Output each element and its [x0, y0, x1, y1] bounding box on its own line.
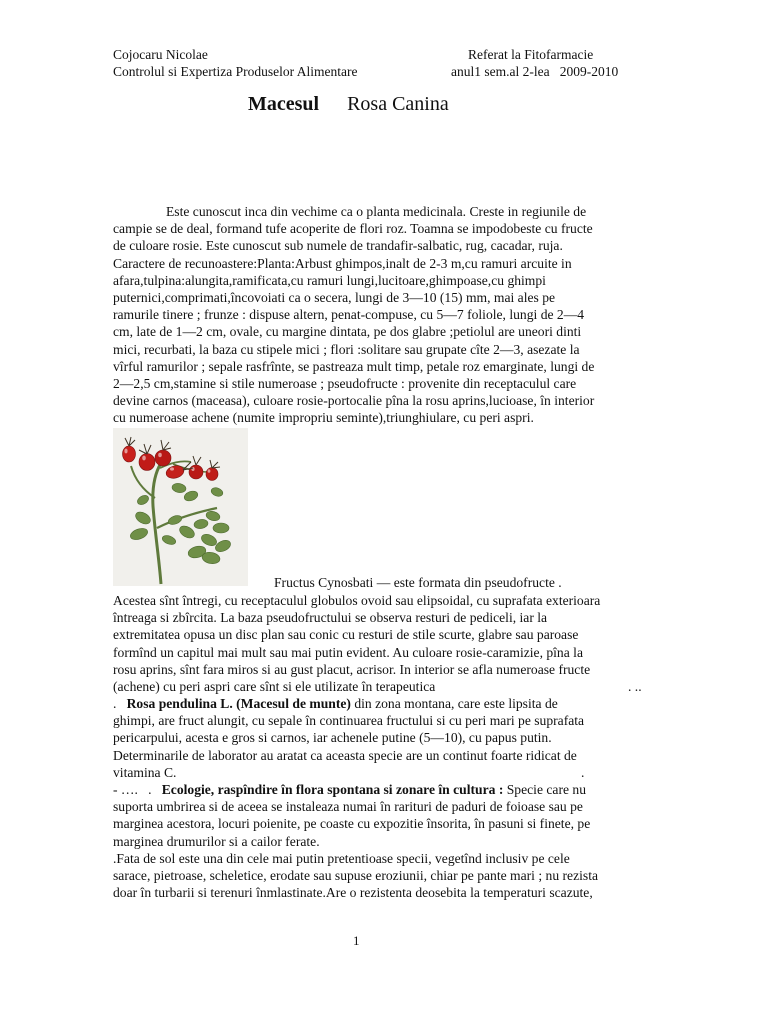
header-semester: anul1 sem.al 2-lea 2009-2010: [451, 64, 619, 79]
header-doc-type: Referat la Fitofarmacie: [468, 47, 594, 62]
trailing-dots: . ..: [628, 679, 642, 695]
text-line: rosu aprins, sînt fara miros si au gust placut, acrisor. In interior se afla numeroase fructe: [113, 661, 591, 677]
text-line: ramurile tinere ; frunze : dispuse altern, penat-compuse, cu 5—7 foliole, lungi de 2—4: [113, 307, 585, 323]
text-line: marginea drumurilor si a cailor ferate.: [113, 833, 320, 849]
text-line: de culoare rosie. Este cunoscut sub numele de trandafir-salbatic, rug, cacadar, ruja.: [113, 238, 563, 254]
page-number: 1: [353, 933, 360, 948]
text-line: [113, 678, 653, 695]
pendulina-paragraph: [113, 695, 653, 781]
text-line: sarace, pietroase, scheletice, erodate sau supuse eroziunii, chiar pe pante mari ; nu rezista: [113, 868, 599, 884]
fructus-paragraph: [113, 592, 653, 695]
text-line: doar în turbarii si terenuri înmlastinate.Are o rezistenta deosebita la temperaturi scazute,: [113, 885, 593, 901]
header-author: Cojocaru Nicolae: [113, 47, 208, 62]
rosehip-plant-image: [113, 428, 248, 586]
text-line: formînd un capitul mai mult sau mai putin evident. Au culoare rosie-caramizie, pîna la: [113, 644, 583, 660]
text-line: Este cunoscut inca din vechime ca o planta medicinala. Creste in regiunile de: [166, 204, 587, 219]
text-line: [113, 695, 653, 712]
text-line: Acestea sînt întregi, cu receptaculul globulos ovoid sau elipsoidal, cu suprafata exterioara: [113, 593, 601, 608]
text-line: extremitatea opusa un disc plan sau conic cu resturi de stile scurte, glabre sau paroase: [113, 627, 579, 643]
text-line-content: (achene) cu peri aspri care sînt si ele utilizate în terapeutica: [113, 679, 436, 695]
text-line-content: Specie care nu: [503, 782, 586, 797]
text-line: cm, late de 1—2 cm, ovale, cu margine dintata, pe dos glabre ;petiolul are uneori dinti: [113, 324, 582, 340]
ecology-paragraph: [113, 781, 653, 901]
text-line: ghimpi, are fruct alungit, cu sepale în continuarea fructului si cu peri mari pe suprafata: [113, 713, 585, 729]
trailing-dot: .: [581, 764, 585, 780]
text-line: afara,tulpina:alungita,ramificata,cu ramuri lungi,lucitoare,ghimpoase,cu ghimpi: [113, 272, 546, 288]
text-line: 2—2,5 cm,stamine si stile numeroase ; pseudofructe : provenite din receptaculul care: [113, 376, 577, 392]
text-line: suporta umbrirea si de aceea se instaleaza numai în rarituri de paduri de foioase sau pe: [113, 799, 583, 815]
image-caption: Fructus Cynosbati — este formata din pseudofructe .: [274, 575, 562, 590]
text-line: [113, 764, 653, 781]
text-line: cu numeroase achene (numite impropriu seminte),triunghiulare, cu peri aspri.: [113, 410, 534, 426]
title-common-name: Macesul: [248, 93, 320, 115]
text-line: pericarpului, acesta e gros si carnos, iar achenele putine (5—10), cu papus putin.: [113, 730, 552, 746]
text-line: campie se de deal, formand tufe acoperite de flori roz. Toamna se impodobeste cu fructe: [113, 221, 593, 237]
text-line: puternici,comprimati,încovoiati ca o secera, lungi de 3—10 (15) mm, mai ales pe: [113, 290, 556, 306]
text-line: vîrful ramurilor ; sepale rasfrînte, se pastreaza mult timp, petale roz emarginate, lungi de: [113, 358, 595, 374]
leading-dots: - …. .: [113, 782, 152, 797]
text-line: [113, 781, 653, 798]
page-title: [248, 93, 449, 116]
text-line: devine carnos (maceasa), culoare rosie-portocalie pîna la rosu aprins,lucioase, în interior: [113, 393, 595, 409]
section-heading: Ecologie, raspîndire în flora spontana si zonare în cultura :: [161, 782, 504, 797]
text-line: întreaga si zbîrcita. La baza pseudofructului se observa resturi de pediceli, iar la: [113, 610, 548, 626]
leading-dot: .: [113, 696, 117, 711]
text-line: marginea acestora, locuri poienite, pe coaste cu expozitie însorita, în pasuni si finete, pe: [113, 816, 591, 832]
text-line-content: din zona montana, care este lipsita de: [350, 696, 558, 711]
text-line-content: vitamina C.: [113, 764, 177, 780]
text-line: Determinarile de laborator au aratat ca aceasta specie are un continut foarte ridicat de: [113, 747, 577, 763]
title-latin-name: Rosa Canina: [347, 93, 449, 115]
text-line: .Fata de sol este una din cele mai putin pretentioase specii, vegetînd inclusiv pe cele: [113, 850, 570, 866]
species-name: Rosa pendulina L. (Macesul de munte): [126, 696, 351, 711]
intro-paragraph: [113, 203, 653, 427]
text-line: Caractere de recunoastere:Planta:Arbust ghimpos,inalt de 2-3 m,cu ramuri arcuite in: [113, 255, 572, 271]
header-course: Controlul si Expertiza Produselor Alimentare: [113, 64, 358, 79]
text-line: mici, recurbati, la baza cu stipele mici ; flori :solitare sau grupate cîte 2—3, asezate la: [113, 341, 580, 357]
